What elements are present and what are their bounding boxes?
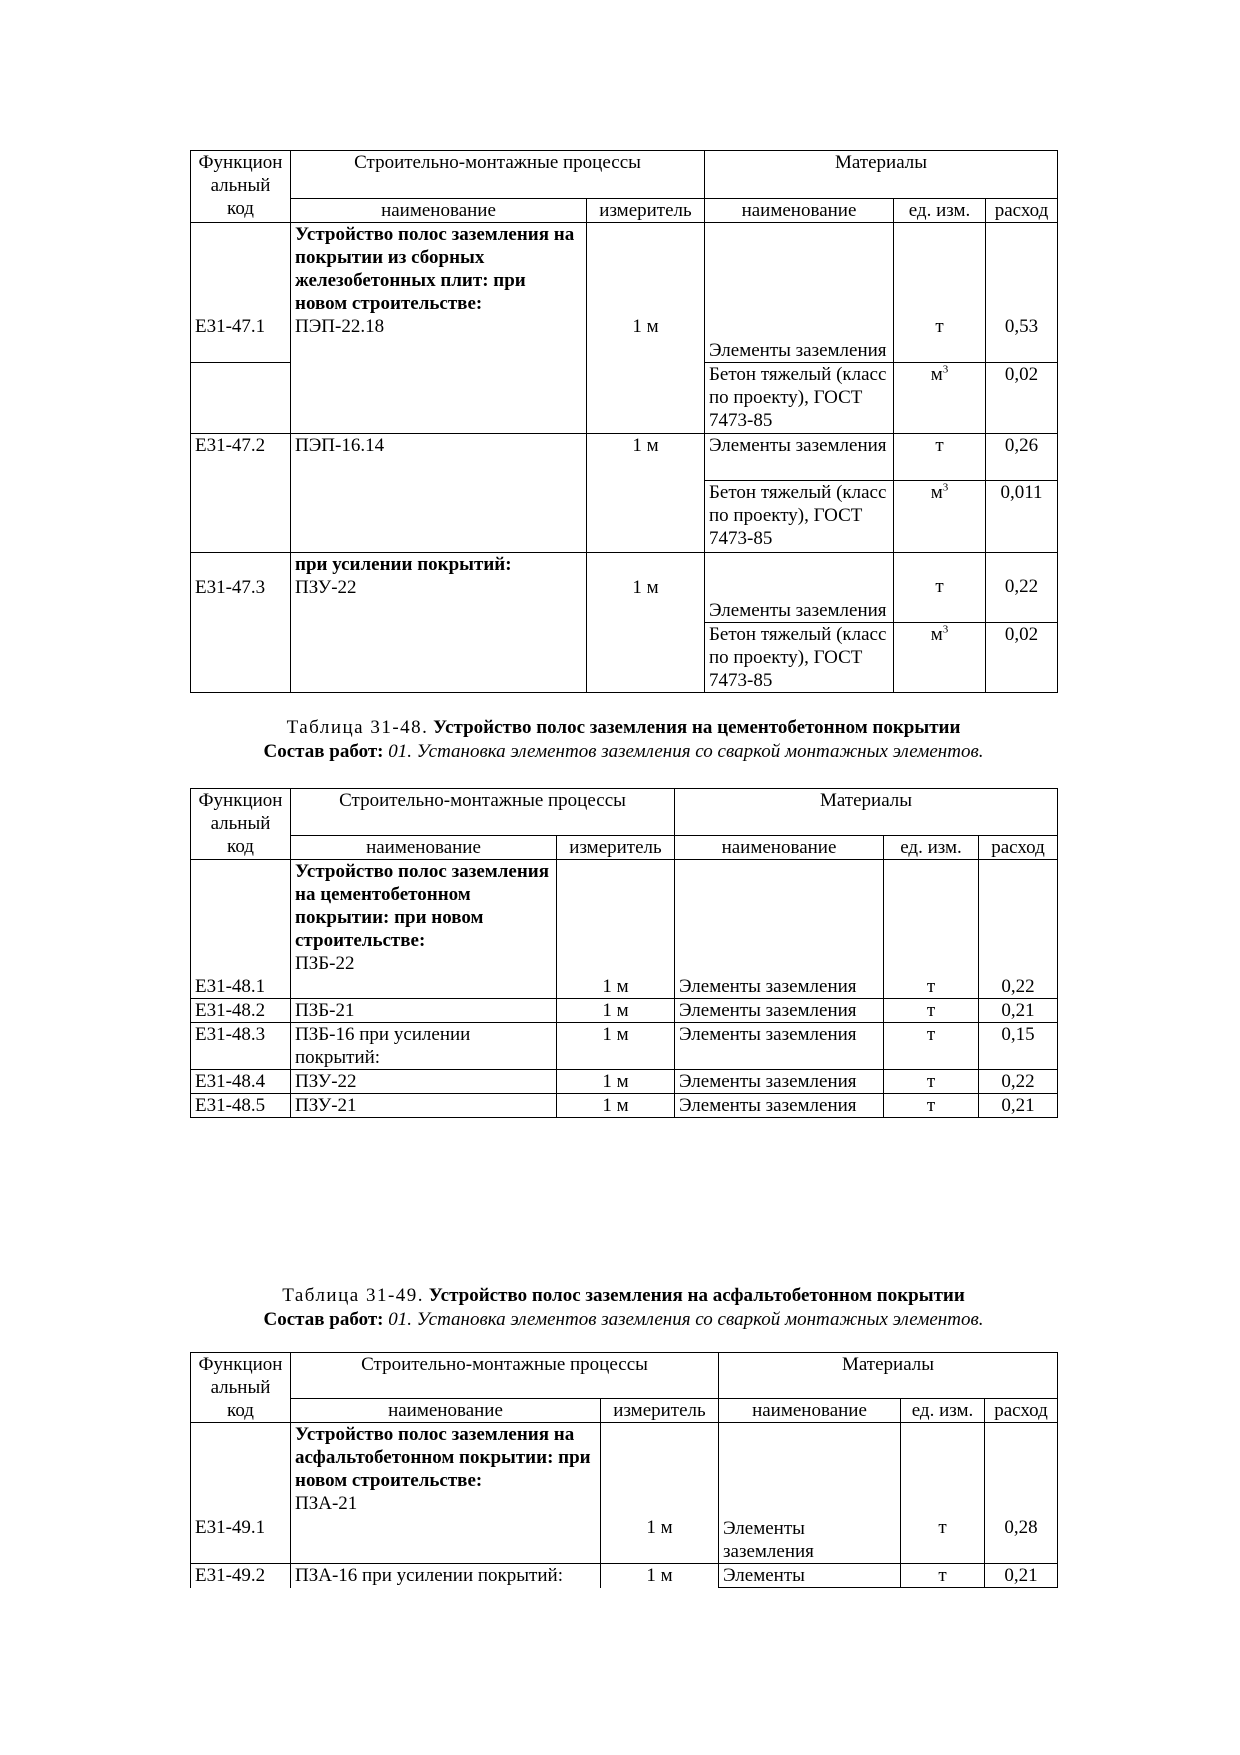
row-code: Е31-47.1	[191, 223, 291, 363]
caption-title: Устройство полос заземления на асфальтобетонном покрытии	[428, 1285, 965, 1306]
composition-label: Состав работ:	[263, 1309, 384, 1330]
header-mat-unit: ед. изм.	[901, 1399, 985, 1423]
header-code-line: альный	[210, 1377, 271, 1398]
composition-text: 01. Установка элементов заземления со сваркой монтажных элементов.	[388, 1309, 984, 1330]
caption-composition-line	[190, 1308, 1057, 1332]
material-qty: 0,15	[979, 1023, 1058, 1070]
material-unit: т	[894, 553, 986, 623]
row-unit: 1 м	[557, 1023, 675, 1070]
row-code: Е31-47.2	[191, 434, 291, 553]
row-name: ПЭП-22.18	[295, 316, 385, 337]
row-unit: 1 м	[557, 860, 675, 999]
header-mat-qty: расход	[979, 836, 1058, 860]
row-code: Е31-49.1	[191, 1423, 291, 1564]
material-unit	[894, 623, 986, 693]
header-code	[191, 789, 291, 860]
table-row	[191, 860, 1058, 999]
material-name: Элементы заземления	[675, 1094, 884, 1118]
material-qty: 0,011	[986, 481, 1058, 553]
caption-title-line	[190, 1284, 1057, 1308]
row-name: ПЗА-16 при усилении покрытий:	[291, 1564, 601, 1588]
row-name: ПЗУ-22	[291, 1070, 557, 1094]
material-name: Бетон тяжелый (класс по проекту), ГОСТ 7473-85	[705, 623, 894, 693]
table-31-48	[190, 788, 1058, 1118]
table-row	[191, 223, 1058, 363]
material-qty: 0,28	[985, 1423, 1058, 1564]
table-row	[191, 553, 1058, 623]
composition-text: 01. Установка элементов заземления со сваркой монтажных элементов.	[388, 741, 984, 762]
header-proc-name: наименование	[291, 836, 557, 860]
material-unit: т	[901, 1423, 985, 1564]
row-code: Е31-48.2	[191, 999, 291, 1023]
header-mat-name: наименование	[705, 199, 894, 223]
table-row	[191, 1070, 1058, 1094]
row-code: Е31-48.5	[191, 1094, 291, 1118]
header-code	[191, 1353, 291, 1423]
caption-label: Таблица 31-48.	[286, 717, 429, 738]
header-mat-unit: ед. изм.	[884, 836, 979, 860]
row-unit: 1 м	[557, 1070, 675, 1094]
material-name: Элементы заземления	[675, 999, 884, 1023]
row-code: Е31-48.3	[191, 1023, 291, 1070]
unit-sup: 3	[942, 363, 949, 376]
header-code-line: код	[227, 836, 254, 857]
material-unit	[894, 481, 986, 553]
table-31-49	[190, 1352, 1058, 1588]
header-processes: Строительно-монтажные процессы	[291, 1353, 719, 1399]
row-heading: при усилении покрытий:	[295, 554, 512, 575]
header-proc-unit: измеритель	[601, 1399, 719, 1423]
material-unit: т	[884, 1070, 979, 1094]
material-qty: 0,21	[985, 1564, 1058, 1588]
header-mat-unit: ед. изм.	[894, 199, 986, 223]
row-code: Е31-48.1	[191, 860, 291, 999]
caption-label: Таблица 31-49.	[282, 1285, 425, 1306]
header-proc-unit: измеритель	[557, 836, 675, 860]
table-row	[191, 1023, 1058, 1070]
header-proc-name: наименование	[291, 1399, 601, 1423]
material-name: Элементы заземления	[705, 553, 894, 623]
header-mat-qty: расход	[986, 199, 1058, 223]
row-heading: Устройство полос заземления на цементобетонном покрытии: при новом строительстве:	[295, 861, 550, 951]
row-name: ПЗУ-21	[291, 1094, 557, 1118]
material-name: Элементы заземления	[675, 860, 884, 999]
row-unit: 1 м	[601, 1564, 719, 1588]
material-name: Бетон тяжелый (класс по проекту), ГОСТ 7473-85	[705, 363, 894, 434]
row-name-cell	[291, 860, 557, 999]
row-name-cell	[291, 1423, 601, 1564]
material-qty: 0,26	[986, 434, 1058, 481]
header-materials: Материалы	[705, 151, 1058, 199]
table-row	[191, 1423, 1058, 1564]
row-name: ПЗУ-22	[295, 577, 357, 598]
composition-label: Состав работ:	[263, 741, 384, 762]
row-unit: 1 м	[557, 1094, 675, 1118]
row-code: Е31-47.3	[191, 553, 291, 693]
header-proc-name: наименование	[291, 199, 587, 223]
header-code-line: код	[227, 1400, 254, 1421]
header-code-line: Функцион	[198, 790, 283, 811]
material-unit: т	[884, 999, 979, 1023]
material-qty: 0,22	[986, 553, 1058, 623]
header-mat-name: наименование	[675, 836, 884, 860]
material-name: Бетон тяжелый (класс по проекту), ГОСТ 7473-85	[705, 481, 894, 553]
header-processes: Строительно-монтажные процессы	[291, 151, 705, 199]
unit-base: м	[930, 482, 943, 503]
row-heading: Устройство полос заземления на асфальтобетонном покрытии: при новом строительстве:	[295, 1424, 591, 1491]
row-unit: 1 м	[587, 434, 705, 553]
row-code: Е31-49.2	[191, 1564, 291, 1588]
caption-title: Устройство полос заземления на цементобетонном покрытии	[433, 717, 961, 738]
material-name: Элементы заземления	[719, 1423, 901, 1564]
row-heading: Устройство полос заземления на покрытии из сборных железобетонных плит: при новом строительстве:	[295, 224, 575, 314]
material-unit: т	[884, 1094, 979, 1118]
unit-sup: 3	[942, 623, 949, 636]
material-name: Элементы заземления	[705, 223, 894, 363]
material-qty: 0,02	[986, 363, 1058, 434]
table-row	[191, 999, 1058, 1023]
row-name: ПЗА-21	[295, 1493, 358, 1514]
material-qty: 0,21	[979, 1094, 1058, 1118]
material-unit: т	[901, 1564, 985, 1588]
material-name: Элементы	[719, 1564, 901, 1588]
header-mat-qty: расход	[985, 1399, 1058, 1423]
header-code	[191, 151, 291, 223]
material-unit: т	[884, 1023, 979, 1070]
row-name: ПЗБ-16 при усилении покрытий:	[291, 1023, 557, 1070]
header-code-line: альный	[210, 813, 271, 834]
material-qty: 0,22	[979, 1070, 1058, 1094]
caption-composition-line	[190, 740, 1057, 764]
material-name: Элементы заземления	[705, 434, 894, 481]
header-code-line: Функцион	[198, 152, 283, 173]
table-31-49-caption	[190, 1284, 1057, 1332]
row-code-empty	[191, 363, 291, 434]
header-code-line: код	[227, 198, 254, 219]
header-materials: Материалы	[675, 789, 1058, 836]
unit-base: м	[930, 624, 943, 645]
unit-sup: 3	[942, 481, 949, 494]
material-unit: т	[894, 434, 986, 481]
row-name-cell	[291, 223, 587, 434]
row-code: Е31-48.4	[191, 1070, 291, 1094]
table-row	[191, 1564, 1058, 1588]
header-mat-name: наименование	[719, 1399, 901, 1423]
row-name: ПЗБ-22	[295, 953, 355, 974]
row-unit: 1 м	[557, 999, 675, 1023]
row-unit: 1 м	[587, 223, 705, 434]
header-materials: Материалы	[719, 1353, 1058, 1399]
row-name: ПЗБ-21	[291, 999, 557, 1023]
material-unit: т	[894, 223, 986, 363]
material-qty: 0,21	[979, 999, 1058, 1023]
table-31-48-caption	[190, 716, 1057, 764]
material-qty: 0,22	[979, 860, 1058, 999]
unit-base: м	[930, 364, 943, 385]
material-qty: 0,02	[986, 623, 1058, 693]
material-qty: 0,53	[986, 223, 1058, 363]
row-name: ПЭП-16.14	[291, 434, 587, 553]
table-31-47	[190, 150, 1058, 693]
caption-title-line	[190, 716, 1057, 740]
header-processes: Строительно-монтажные процессы	[291, 789, 675, 836]
material-unit: т	[884, 860, 979, 999]
material-name: Элементы заземления	[675, 1070, 884, 1094]
row-name-cell	[291, 553, 587, 693]
material-unit	[894, 363, 986, 434]
header-proc-unit: измеритель	[587, 199, 705, 223]
material-name: Элементы заземления	[675, 1023, 884, 1070]
row-unit: 1 м	[587, 553, 705, 693]
header-code-line: альный	[210, 175, 271, 196]
table-row	[191, 434, 1058, 481]
table-row	[191, 1094, 1058, 1118]
row-unit: 1 м	[601, 1423, 719, 1564]
header-code-line: Функцион	[198, 1354, 283, 1375]
